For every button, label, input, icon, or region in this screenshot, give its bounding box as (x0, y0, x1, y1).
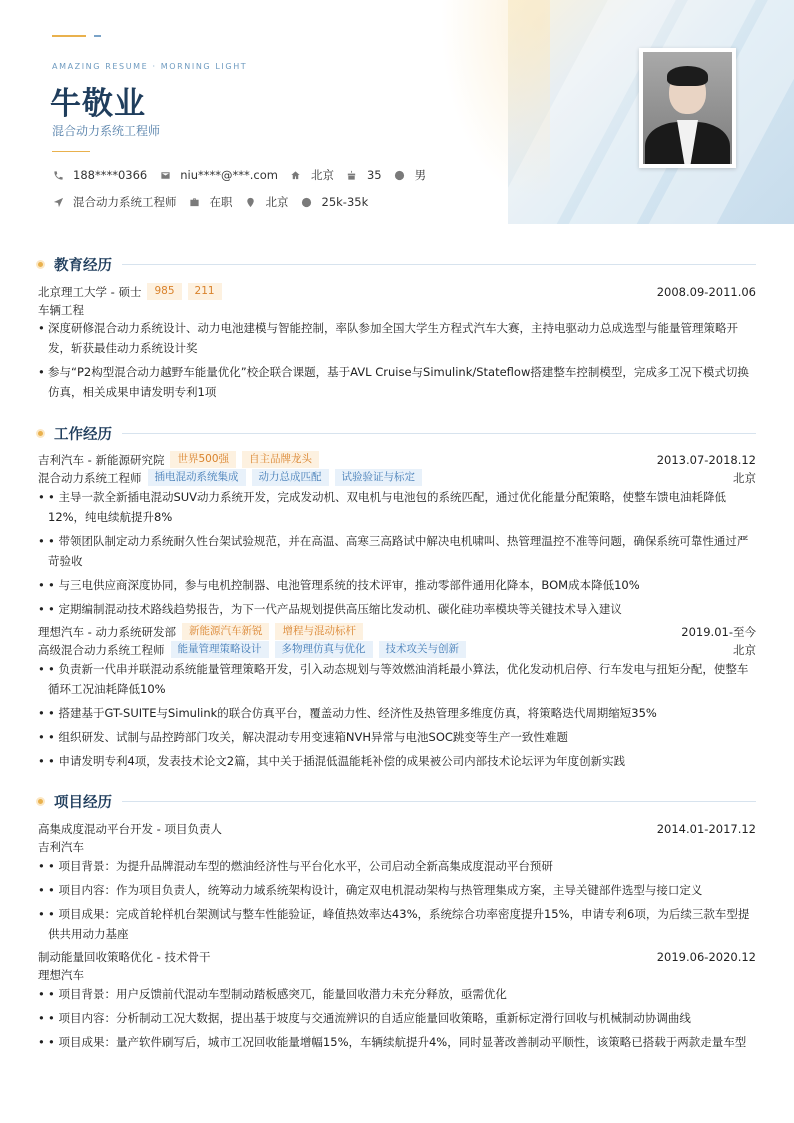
gender-item (394, 167, 427, 183)
home-icon (290, 169, 302, 181)
education-title: 教育经历 (54, 258, 112, 274)
project-date: 2019.06-2020.12 (656, 950, 756, 964)
project-title: 项目经历 (54, 795, 112, 811)
candidate-title: 混合动力系统工程师 (52, 124, 161, 138)
role-tag: 多物理仿真与优化 (275, 641, 373, 658)
gender-text: 男 (414, 168, 427, 182)
smile-icon (394, 169, 406, 181)
email-item (159, 168, 278, 182)
project-bullet: • • 项目成果：量产软件刷写后，城市工况回收能量增幅15%，车辆续航提升4%，同时显著改善制动平顺性，该策略已搭载于两款走量车型 (38, 1032, 756, 1052)
project-bullet: • • 项目内容：分析制动工况大数据，提出基于坡度与交通流辨识的自适应能量回收策略，重新标定滑行回收与机械制动协调曲线 (38, 1008, 756, 1028)
hometown-item (290, 167, 334, 183)
education-section-header (36, 254, 756, 275)
work-entry-header (38, 623, 756, 640)
school-tag: 985 (147, 283, 181, 300)
work-city: 北京 (733, 470, 756, 485)
work-bullet: • • 与三电供应商深度协同，参与电机控制器、电池管理系统的技术评审，推动零部件通用化降本，BOM成本降低10% (38, 575, 756, 595)
company-tag: 新能源汽车新锐 (182, 623, 270, 640)
company-tag: 自主品牌龙头 (242, 451, 319, 468)
profile-photo (639, 48, 736, 168)
section-dot-icon (36, 429, 45, 438)
role-tag: 技术攻关与创新 (379, 641, 467, 658)
education-major-row (38, 302, 756, 318)
work-role-row (38, 641, 756, 658)
target-city-item (245, 194, 289, 210)
company-name: 理想汽车 - 动力系统研发部 (38, 624, 176, 639)
target-position-text: 混合动力系统工程师 (73, 195, 177, 209)
target-position-item (52, 194, 177, 210)
project-org-row (38, 839, 756, 855)
section-dot-icon (36, 797, 45, 806)
send-icon (52, 196, 64, 208)
work-date: 2013.07-2018.12 (656, 452, 756, 467)
work-bullet: • • 负责新一代串并联混动系统能量管理策略开发，引入动态规划与等效燃油消耗最小算法，优化发动机启停、行车发电与扭矩分配，使整车循环工况油耗降低10% (38, 659, 756, 699)
email-text: niu****@***.com (180, 168, 278, 182)
project-bullet: • • 项目成果：完成首轮样机台架测试与整车性能验证，峰值热效率达43%，系统综合功率密度提升15%，申请专利6项，为后续三款车型提供共用动力基座 (38, 904, 756, 944)
project-bullet: • • 项目背景：为提升品牌混动车型的燃油经济性与平台化水平，公司启动全新高集成度混动平台预研 (38, 856, 756, 876)
role-name: 混合动力系统工程师 (38, 470, 142, 485)
age-item (346, 168, 382, 182)
work-title: 工作经历 (54, 427, 112, 443)
location-pin-icon (245, 196, 257, 208)
role-tag: 能量管理策略设计 (171, 641, 269, 658)
header-glow (440, 0, 550, 200)
contact-row-1 (52, 167, 438, 183)
salary-item (301, 195, 369, 209)
role-tag: 试验验证与标定 (335, 469, 423, 486)
major-name: 车辆工程 (38, 303, 84, 317)
section-dot-icon (36, 260, 45, 269)
decorative-dash (94, 35, 101, 37)
project-org: 理想汽车 (38, 968, 84, 982)
work-role-row (38, 469, 756, 486)
project-bullet: • • 项目背景：用户反馈前代混动车型制动踏板感突兀，能量回收潜力未充分释放，亟需优化 (38, 984, 756, 1004)
role-name: 高级混合动力系统工程师 (38, 642, 165, 657)
school-tag: 211 (188, 283, 222, 300)
decorative-line (52, 35, 86, 37)
briefcase-icon (189, 196, 201, 208)
tagline: AMAZING RESUME · MORNING LIGHT (52, 62, 248, 71)
phone-text: 188****0366 (73, 168, 148, 182)
cake-icon (346, 169, 358, 181)
education-bullet: • 参与“P2构型混合动力越野车能量优化”校企联合课题，基于AVL Cruise与Simulink/Stateflow搭建整车控制模型，完成多工况下模式切换仿真，相关成果申请发明专利1项 (38, 362, 756, 402)
role-tag: 插电混动系统集成 (148, 469, 246, 486)
status-item (189, 194, 233, 210)
company-name: 吉利汽车 - 新能源研究院 (38, 452, 165, 467)
work-entry-header (38, 451, 756, 468)
project-entry-header (38, 949, 756, 965)
work-section-header (36, 423, 756, 444)
mail-icon (159, 169, 171, 181)
project-name: 高集成度混动平台开发 - 项目负责人 (38, 822, 222, 836)
project-entry-header (38, 821, 756, 837)
money-icon (301, 196, 313, 208)
title-underline (52, 151, 90, 152)
project-org-row (38, 967, 756, 983)
project-date: 2014.01-2017.12 (656, 822, 756, 836)
salary-text: 25k-35k (321, 195, 369, 209)
project-bullet: • • 项目内容：作为项目负责人，统筹动力域系统架构设计，确定双电机混动架构与热管理集成方案，主导关键部件选型与接口定义 (38, 880, 756, 900)
contact-row-2 (52, 194, 380, 210)
education-entry-header (38, 283, 756, 300)
work-city: 北京 (733, 642, 756, 657)
status-text: 在职 (209, 195, 233, 209)
role-tag: 动力总成匹配 (252, 469, 329, 486)
phone-icon (52, 169, 64, 181)
work-date: 2019.01-至今 (681, 624, 756, 639)
section-divider (122, 801, 756, 802)
section-divider (122, 264, 756, 265)
age-text: 35 (366, 168, 382, 182)
education-date: 2008.09-2011.06 (656, 284, 756, 299)
education-bullet: • 深度研修混合动力系统设计、动力电池建模与智能控制，率队参加全国大学生方程式汽车大赛，主持电驱动力总成选型与能量管理策略开发，斩获最佳动力系统设计奖 (38, 318, 756, 358)
project-section-header (36, 791, 756, 812)
section-divider (122, 433, 756, 434)
company-tag: 世界500强 (170, 451, 236, 468)
work-bullet: • • 带领团队制定动力系统耐久性台架试验规范，并在高温、高寒三高路试中解决电机啸叫、热管理温控不准等问题，确保系统可靠性通过严苛验收 (38, 531, 756, 571)
project-name: 制动能量回收策略优化 - 技术骨干 (38, 950, 211, 964)
work-bullet: • • 定期编制混动技术路线趋势报告，为下一代产品规划提供高压缩比发动机、碳化硅功率模块等关键技术导入建议 (38, 599, 756, 619)
candidate-name: 牛敬业 (50, 86, 146, 122)
phone-item (52, 168, 147, 182)
work-bullet: • • 申请发明专利4项，发表技术论文2篇，其中关于插混低温能耗补偿的成果被公司内部技术论坛评为年度创新实践 (38, 751, 756, 771)
work-bullet: • • 组织研发、试制与品控跨部门攻关，解决混动专用变速箱NVH异常与电池SOC跳变等生产一致性难题 (38, 727, 756, 747)
hometown-text: 北京 (310, 168, 334, 182)
school-name: 北京理工大学 - 硕士 (38, 284, 142, 299)
work-bullet: • • 主导一款全新插电混动SUV动力系统开发，完成发动机、双电机与电池包的系统匹配，通过优化能量分配策略，使整车馈电油耗降低12%，纯电续航提升8% (38, 487, 756, 527)
project-org: 吉利汽车 (38, 840, 84, 854)
target-city-text: 北京 (265, 195, 289, 209)
company-tag: 增程与混动标杆 (275, 623, 363, 640)
work-bullet: • • 搭建基于GT-SUITE与Simulink的联合仿真平台，覆盖动力性、经济性及热管理多维度仿真，将策略迭代周期缩短35% (38, 703, 756, 723)
